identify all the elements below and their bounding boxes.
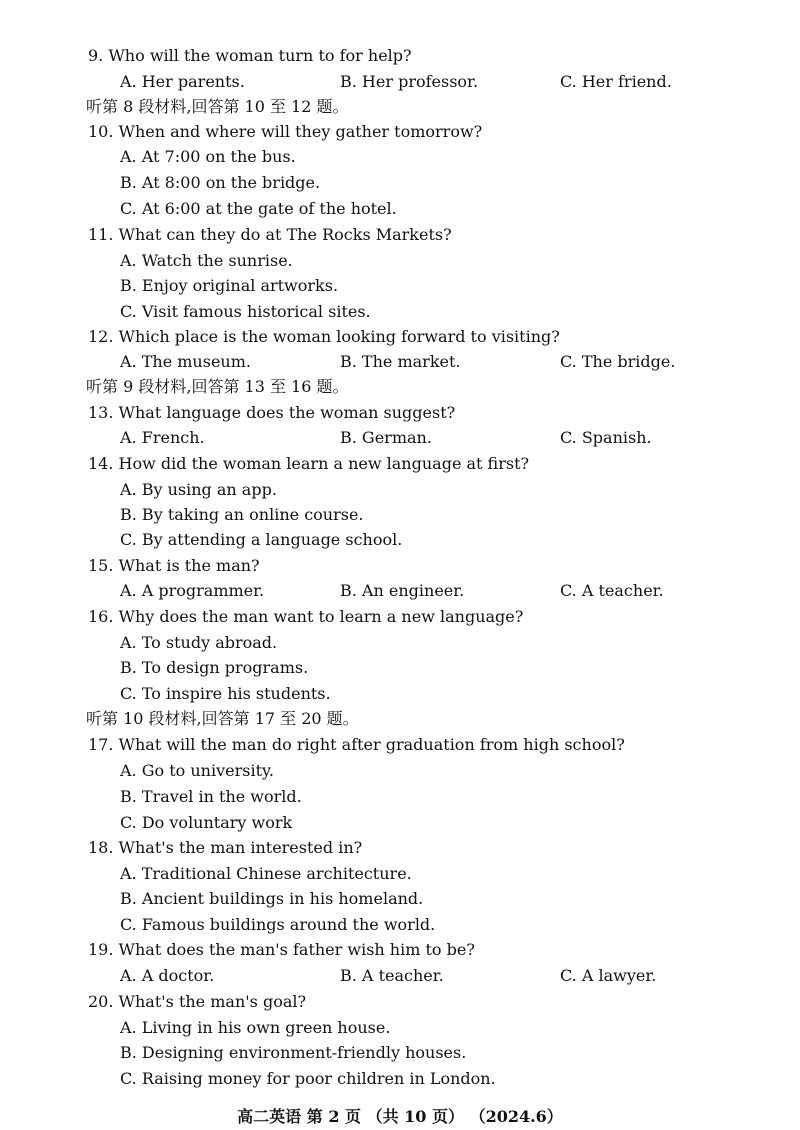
option-a: A. Watch the sunrise.	[120, 251, 293, 270]
option-c: C. Visit famous historical sites.	[120, 302, 371, 321]
question-12: 12. Which place is the woman looking forward to visiting?	[88, 327, 560, 346]
option-a: A. Traditional Chinese architecture.	[120, 864, 412, 883]
option-b: B. The market.	[340, 352, 461, 371]
question-9-options	[0, 72, 800, 92]
option-c: C. A lawyer.	[560, 966, 657, 985]
option-a: A. Living in his own green house.	[120, 1018, 391, 1037]
question-13: 13. What language does the woman suggest?	[88, 403, 456, 422]
option-a: A. French.	[120, 428, 205, 447]
option-c: C. Spanish.	[560, 428, 652, 447]
section-heading-8: 听第 8 段材料,回答第 10 至 12 题。	[86, 97, 349, 116]
option-c: C. At 6:00 at the gate of the hotel.	[120, 199, 397, 218]
question-10: 10. When and where will they gather tomorrow?	[88, 122, 483, 141]
option-c: C. Her friend.	[560, 72, 672, 91]
question-19-options	[0, 966, 800, 986]
option-c: C. Raising money for poor children in London.	[120, 1069, 496, 1088]
option-b: B. Travel in the world.	[120, 787, 302, 806]
option-b: B. By taking an online course.	[120, 505, 364, 524]
option-c: C. A teacher.	[560, 581, 664, 600]
page-footer: 高二英语 第 2 页 （共 10 页） （2024.6）	[237, 1107, 563, 1126]
option-c: C. Famous buildings around the world.	[120, 915, 436, 934]
option-a: A. The museum.	[120, 352, 251, 371]
option-b: B. To design programs.	[120, 658, 309, 677]
question-20: 20. What's the man's goal?	[88, 992, 307, 1011]
option-c: C. By attending a language school.	[120, 530, 403, 549]
question-11: 11. What can they do at The Rocks Markets?	[88, 225, 452, 244]
option-a: A. A doctor.	[120, 966, 215, 985]
option-b: B. A teacher.	[340, 966, 444, 985]
section-heading-9: 听第 9 段材料,回答第 13 至 16 题。	[86, 377, 349, 396]
option-b: B. At 8:00 on the bridge.	[120, 173, 321, 192]
option-a: A. Her parents.	[120, 72, 245, 91]
option-b: B. Enjoy original artworks.	[120, 276, 339, 295]
question-12-options	[0, 352, 800, 372]
question-13-options	[0, 428, 800, 448]
option-b: B. Ancient buildings in his homeland.	[120, 889, 424, 908]
option-b: B. An engineer.	[340, 581, 465, 600]
question-19: 19. What does the man's father wish him to be?	[88, 940, 475, 959]
option-a: A. To study abroad.	[120, 633, 278, 652]
option-a: A. By using an app.	[120, 480, 277, 499]
option-c: C. The bridge.	[560, 352, 676, 371]
option-c: C. To inspire his students.	[120, 684, 331, 703]
option-c: C. Do voluntary work	[120, 813, 293, 832]
option-a: A. Go to university.	[120, 761, 275, 780]
question-16: 16. Why does the man want to learn a new language?	[88, 607, 524, 626]
question-18: 18. What's the man interested in?	[88, 838, 363, 857]
question-17: 17. What will the man do right after graduation from high school?	[88, 735, 625, 754]
option-b: B. German.	[340, 428, 432, 447]
option-b: B. Designing environment-friendly houses.	[120, 1043, 467, 1062]
question-14: 14. How did the woman learn a new language at first?	[88, 454, 530, 473]
option-a: A. A programmer.	[120, 581, 265, 600]
question-15-options	[0, 581, 800, 601]
question-9: 9. Who will the woman turn to for help?	[88, 46, 412, 65]
section-heading-10: 听第 10 段材料,回答第 17 至 20 题。	[86, 709, 359, 728]
option-b: B. Her professor.	[340, 72, 479, 91]
option-a: A. At 7:00 on the bus.	[120, 147, 296, 166]
question-15: 15. What is the man?	[88, 556, 260, 575]
